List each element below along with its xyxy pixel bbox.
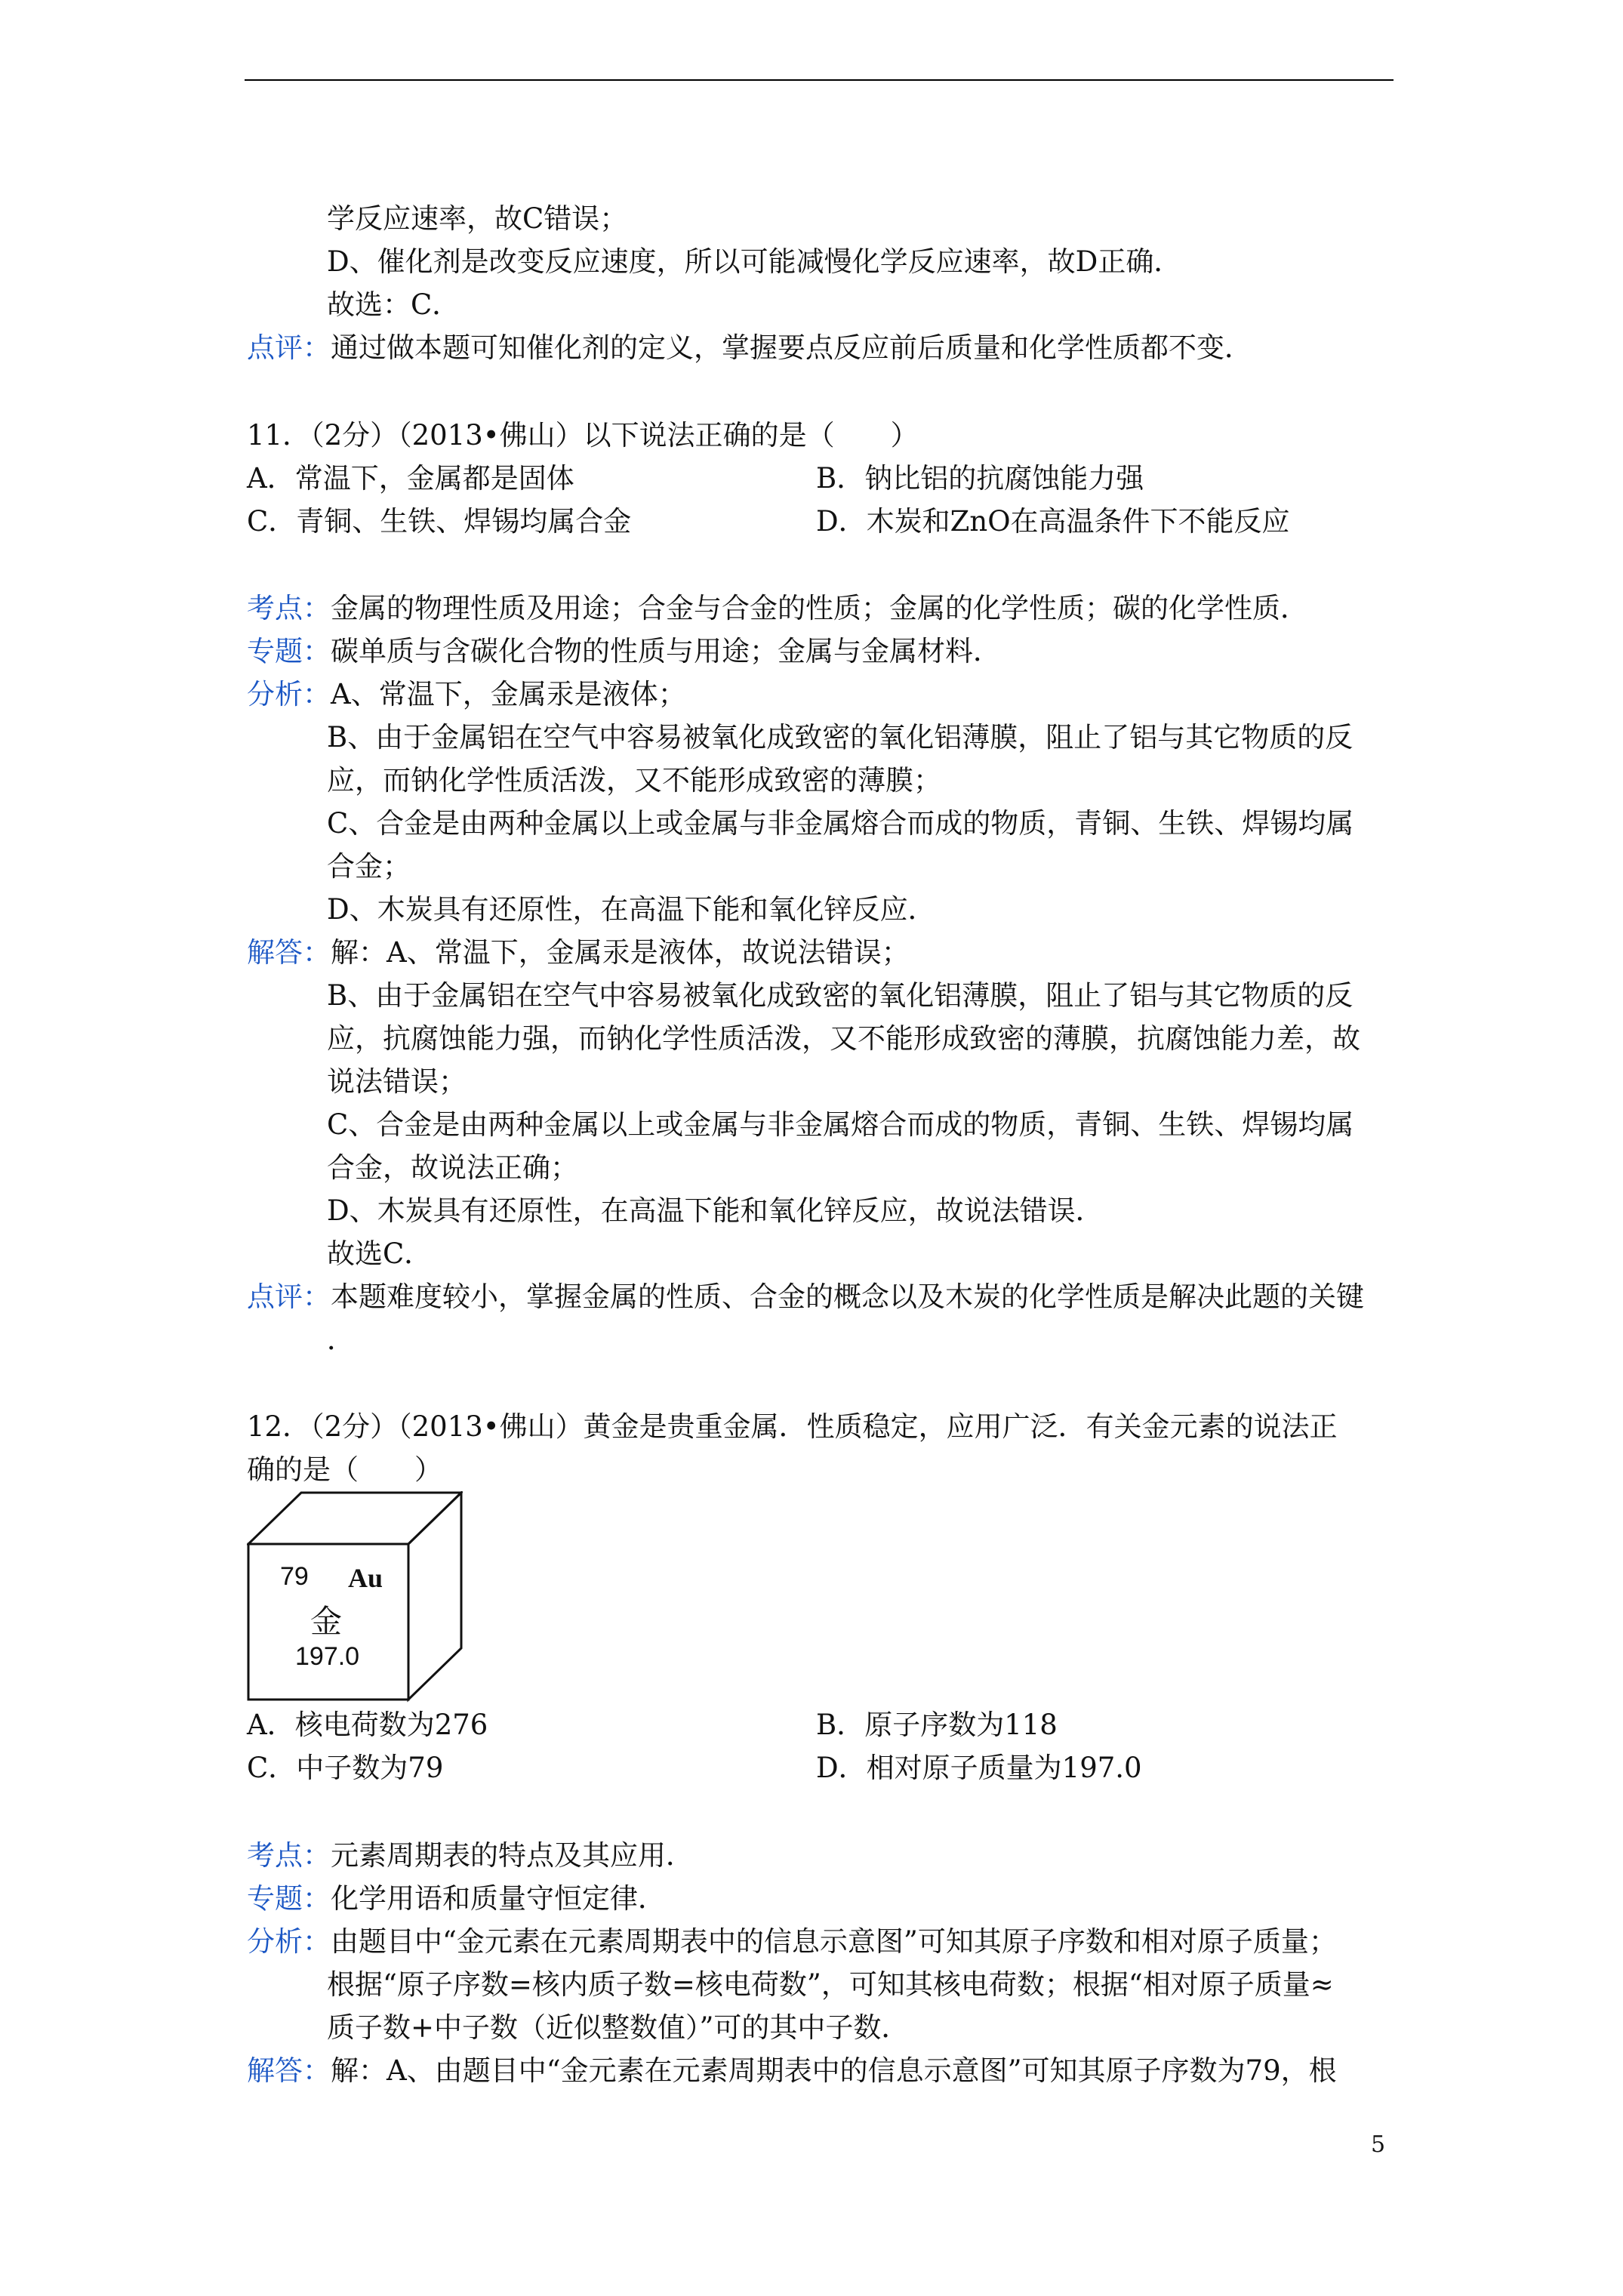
page-number: 5 bbox=[1371, 2131, 1386, 2158]
q12-jieda-text: 解：A、由题目中“金元素在元素周期表中的信息示意图”可知其原子序数为79，根 bbox=[331, 2054, 1337, 2087]
q12-kaodian-text: 元素周期表的特点及其应用． bbox=[331, 1839, 694, 1872]
q11-dianping-text: 本题难度较小，掌握金属的性质、合金的概念以及木炭的化学性质是解决此题的关键 bbox=[331, 1281, 1364, 1313]
label-fenxi: 分析： bbox=[247, 1925, 331, 1958]
label-zhuanti: 专题： bbox=[247, 1882, 331, 1915]
q11-jieda bbox=[247, 936, 910, 969]
label-fenxi: 分析： bbox=[247, 678, 331, 710]
q11-stem: 11．（2分）（2013•佛山）以下说法正确的是（ ） bbox=[247, 419, 919, 451]
q12-zhuanti bbox=[247, 1882, 666, 1915]
q12-option-d: D．相对原子质量为197.0 bbox=[816, 1752, 1142, 1784]
q11-option-d: D．木炭和ZnO在高温条件下不能反应 bbox=[816, 505, 1290, 538]
q11-fenxi-text: A、常温下，金属汞是液体； bbox=[331, 678, 686, 710]
atomic-number: 79 bbox=[280, 1562, 309, 1591]
q12-kaodian bbox=[247, 1839, 694, 1872]
label-dianping: 点评： bbox=[247, 1281, 331, 1313]
text-line: C、合金是由两种金属以上或金属与非金属熔合而成的物质，青铜、生铁、焊锡均属 bbox=[327, 1108, 1354, 1141]
text-line: D、木炭具有还原性，在高温下能和氧化锌反应，故说法错误． bbox=[327, 1194, 1104, 1227]
q11-jieda-text: 解：A、常温下，金属汞是液体，故说法错误； bbox=[331, 936, 910, 969]
q12-fenxi-text: 由题目中“金元素在元素周期表中的信息示意图”可知其原子序数和相对原子质量； bbox=[331, 1925, 1337, 1958]
q12-fenxi bbox=[247, 1925, 1337, 1959]
header-rule bbox=[245, 79, 1394, 81]
text-line: 学反应速率，故C错误； bbox=[327, 202, 628, 235]
label-jieda: 解答： bbox=[247, 936, 331, 969]
q11-kaodian-text: 金属的物理性质及用途；合金与合金的性质；金属的化学性质；碳的化学性质． bbox=[331, 592, 1308, 624]
q11-option-c: C．青铜、生铁、焊锡均属合金 bbox=[247, 505, 632, 538]
element-symbol: Au bbox=[348, 1563, 383, 1593]
q12-option-a: A．核电荷数为276 bbox=[247, 1709, 488, 1741]
q11-kaodian bbox=[247, 592, 1308, 625]
q12-zhuanti-text: 化学用语和质量守恒定律． bbox=[331, 1882, 666, 1915]
text-line: 合金，故说法正确； bbox=[327, 1151, 578, 1184]
text-line: 确的是（ ） bbox=[247, 1453, 442, 1486]
periodic-table-cell bbox=[247, 1491, 463, 1703]
text-line: ． bbox=[327, 1324, 355, 1356]
q12-stem: 12．（2分）（2013•佛山）黄金是贵重金属．性质稳定，应用广泛．有关金元素的说法正 bbox=[247, 1410, 1338, 1443]
element-name: 金 bbox=[310, 1603, 343, 1640]
q11-zhuanti-text: 碳单质与含碳化合物的性质与用途；金属与金属材料． bbox=[331, 635, 1001, 667]
text-line: 故选C． bbox=[327, 1237, 433, 1270]
text-line: C、合金是由两种金属以上或金属与非金属熔合而成的物质，青铜、生铁、焊锡均属 bbox=[327, 807, 1354, 840]
q11-option-a: A．常温下，金属都是固体 bbox=[247, 462, 574, 495]
text-line: 根据“原子序数=核内质子数=核电荷数”，可知其核电荷数；根据“相对原子质量≈ bbox=[327, 1968, 1334, 2001]
q12-option-b: B．原子序数为118 bbox=[816, 1709, 1058, 1741]
text-line: D、催化剂是改变反应速度，所以可能减慢化学反应速率，故D正确． bbox=[327, 245, 1182, 278]
text-line: 应，抗腐蚀能力强，而钠化学性质活泼，又不能形成致密的薄膜，抗腐蚀能力差，故 bbox=[327, 1022, 1360, 1055]
label-dianping: 点评： bbox=[247, 331, 331, 364]
text-line: D、木炭具有还原性，在高温下能和氧化锌反应． bbox=[327, 893, 936, 926]
text-line: 应，而钠化学性质活泼，又不能形成致密的薄膜； bbox=[327, 764, 941, 797]
comment-line bbox=[247, 331, 1252, 365]
label-zhuanti: 专题： bbox=[247, 635, 331, 667]
q11-zhuanti bbox=[247, 635, 1001, 668]
text-line: 合金； bbox=[327, 850, 411, 883]
label-kaodian: 考点： bbox=[247, 1839, 331, 1872]
text-line: 质子数+中子数（近似整数值）”可的其中子数． bbox=[327, 2011, 910, 2044]
label-jieda: 解答： bbox=[247, 2054, 331, 2087]
q12-option-c: C．中子数为79 bbox=[247, 1752, 444, 1784]
q11-dianping bbox=[247, 1281, 1364, 1314]
atomic-mass: 197.0 bbox=[295, 1642, 360, 1671]
text-line: 故选：C． bbox=[327, 288, 460, 321]
q10-comment: 通过做本题可知催化剂的定义，掌握要点反应前后质量和化学性质都不变． bbox=[331, 331, 1252, 364]
text-line: B、由于金属铝在空气中容易被氧化成致密的氧化铝薄膜，阻止了铝与其它物质的反 bbox=[327, 979, 1354, 1012]
q11-option-b: B．钠比铝的抗腐蚀能力强 bbox=[816, 462, 1144, 495]
q12-jieda bbox=[247, 2054, 1337, 2088]
text-line: 说法错误； bbox=[327, 1065, 467, 1098]
q11-fenxi bbox=[247, 678, 686, 711]
text-line: B、由于金属铝在空气中容易被氧化成致密的氧化铝薄膜，阻止了铝与其它物质的反 bbox=[327, 721, 1354, 754]
label-kaodian: 考点： bbox=[247, 592, 331, 624]
